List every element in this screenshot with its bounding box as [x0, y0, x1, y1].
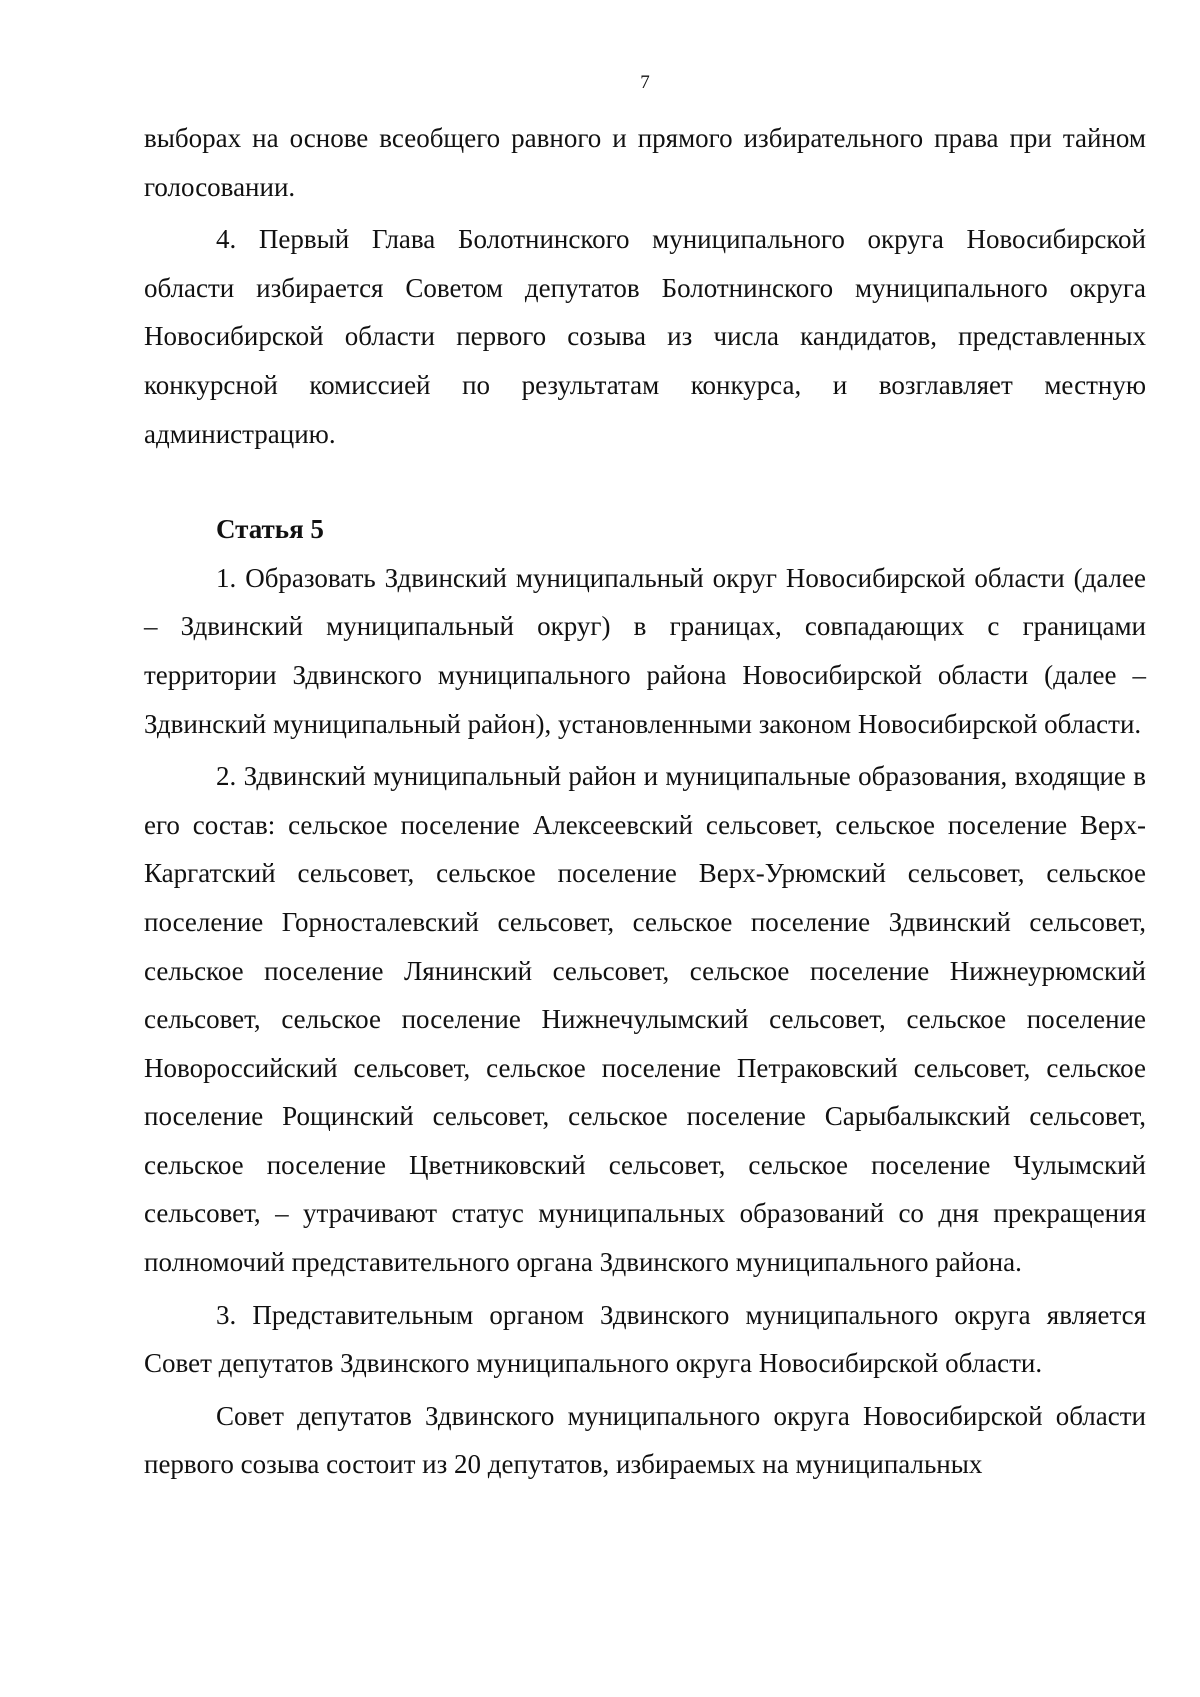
article-paragraph-1: 1. Образовать Здвинский муниципальный округ Новосибирской области (далее – Здвинский муниципальный округ) в границах, совпадающих с границами территории Здвинского муниципального района Новосибирской области (далее – Здвинский муниципальный район), установленными законом Новосибирской области.: [144, 562, 1146, 739]
paragraph-item-4: 4. Первый Глава Болотнинского муниципального округа Новосибирской области избирается Советом депутатов Болотнинского муниципального округа Новосибирской области первого созыва из числа кандидатов, представленных конкурсной комиссией по результатам конкурса, и возглавляет местную администрацию.: [144, 224, 1146, 449]
article-paragraph-2: 2. Здвинский муниципальный район и муниципальные образования, входящие в его состав: сельское поселение Алексеевский сельсовет, сельское поселение Верх-Каргатский сельсовет, сельское поселение Верх-Урюмский сельсовет, сельское поселение Горносталевский сельсовет, сельское поселение Здвинский сельсовет, сельское поселение Лянинский сельсовет, сельское поселение Нижнеурюмский сельсовет, сельское поселение Нижнечулымский сельсовет, сельское поселение Новороссийский сельсовет, сельское поселение Петраковский сельсовет, сельское поселение Рощинский сельсовет, сельское поселение Сарыбалыкский сельсовет, сельское поселение Цветниковский сельсовет, сельское поселение Чулымский сельсовет, – утрачивают статус муниципальных образований со дня прекращения полномочий представительного органа Здвинского муниципального района.: [144, 761, 1146, 1278]
article-heading: Статья 5: [216, 514, 324, 545]
page-number: 7: [640, 72, 650, 93]
article-paragraph-3: 3. Представительным органом Здвинского муниципального округа является Совет депутатов Здвинского муниципального округа Новосибирской области.: [144, 1299, 1146, 1379]
document-body: [144, 114, 1146, 1489]
article-paragraph-4: Совет депутатов Здвинского муниципального округа Новосибирской области первого созыва состоит из 20 депутатов, избираемых на муниципальных: [144, 1400, 1146, 1480]
paragraph-continuation: выборах на основе всеобщего равного и прямого избирательного права при тайном голосовании.: [144, 123, 1146, 202]
